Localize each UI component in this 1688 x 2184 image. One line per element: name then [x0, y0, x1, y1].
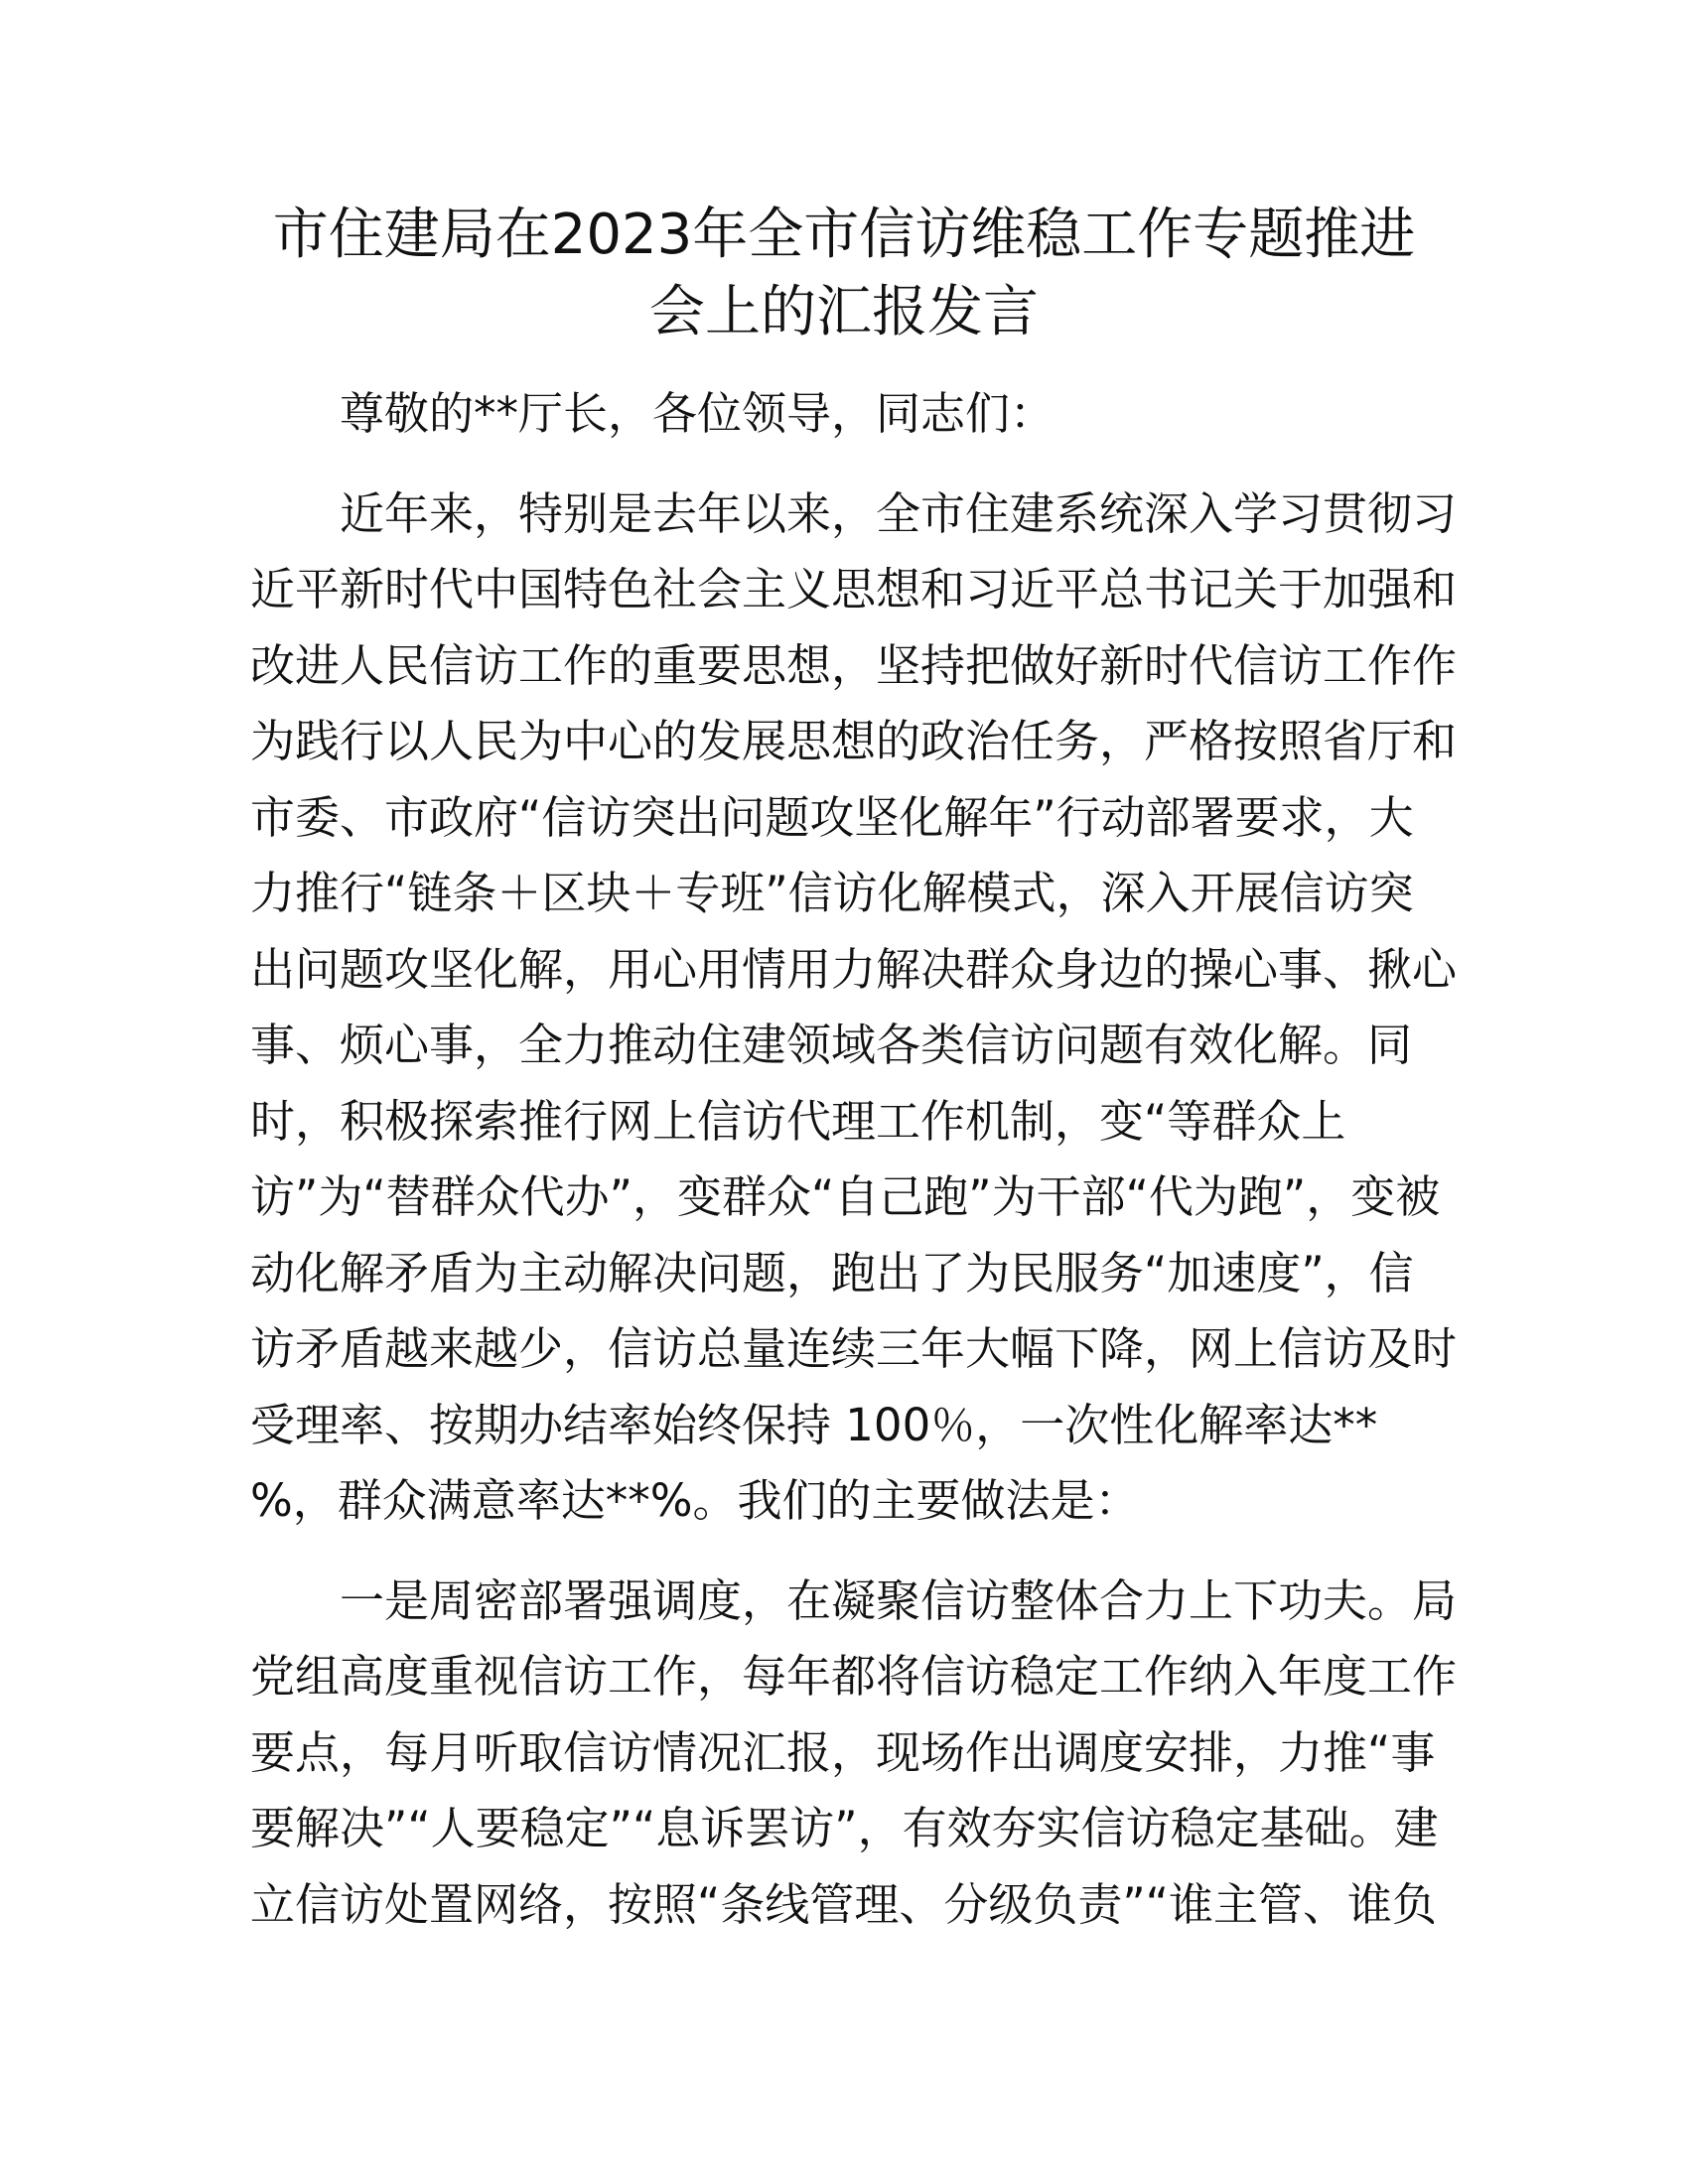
paragraph-line: 访矛盾越来越少，信访总量连续三年大幅下降，网上信访及时 [250, 1322, 1458, 1375]
document-body [250, 376, 1458, 1943]
paragraph-first-measure [250, 1564, 1458, 1944]
paragraph-line: 事、烦心事，全力推动住建领域各类信访问题有效化解。同 [250, 1019, 1413, 1071]
paragraph-line: 出问题攻坚化解，用心用情用力解决群众身边的操心事、揪心 [250, 942, 1458, 996]
paragraph-line: 改进人民信访工作的重要思想，坚持把做好新时代信访工作作 [250, 638, 1458, 692]
paragraph-line: 党组高度重视信访工作，每年都将信访稳定工作纳入年度工作 [250, 1650, 1458, 1703]
paragraph-line: 近平新时代中国特色社会主义思想和习近平总书记关于加强和 [250, 563, 1458, 615]
greeting-line: 尊敬的**厅长，各位领导，同志们： [340, 387, 1055, 440]
paragraph-line: %，群众满意率达**%。我们的主要做法是： [250, 1474, 1140, 1527]
paragraph-intro [250, 477, 1458, 1540]
paragraph-line: 要点，每月听取信访情况汇报，现场作出调度安排，力推“事 [250, 1725, 1436, 1779]
title-line: 会上的汇报发言 [649, 280, 1039, 344]
paragraph-line: 访”为“替群众代办”，变群众“自己跑”为干部“代为跑”，变被 [250, 1170, 1441, 1223]
title-line: 市住建局在2023年全市信访维稳工作专题推进 [272, 203, 1416, 267]
paragraph-line: 近年来，特别是去年以来，全市住建系统深入学习贯彻习 [340, 486, 1458, 540]
paragraph-line: 为践行以人民为中心的发展思想的政治任务，严格按照省厅和 [250, 715, 1458, 767]
paragraph-line: 时，积极探索推行网上信访代理工作机制，变“等群众上 [250, 1094, 1346, 1148]
paragraph-line: 立信访处置网络，按照“条线管理、分级负责”“谁主管、谁负 [250, 1877, 1437, 1931]
greeting [250, 376, 1442, 453]
paragraph-line: 要解决”“人要稳定”“息诉罢访”，有效夯实信访稳定基础。建 [250, 1802, 1439, 1854]
paragraph-line: 动化解矛盾为主动解决问题，跑出了为民服务“加速度”，信 [250, 1246, 1414, 1299]
document-title [228, 197, 1460, 351]
paragraph-line: 市委、市政府“信访突出问题攻坚化解年”行动部署要求，大 [250, 790, 1414, 844]
paragraph-line: 一是周密部署强调度，在凝聚信访整体合力上下功夫。局 [340, 1573, 1458, 1627]
paragraph-line: 受理率、按期办结率始终保持 100％，一次性化解率达** [250, 1398, 1378, 1451]
paragraph-line: 力推行“链条＋区块＋专班”信访化解模式，深入开展信访突 [250, 867, 1414, 919]
